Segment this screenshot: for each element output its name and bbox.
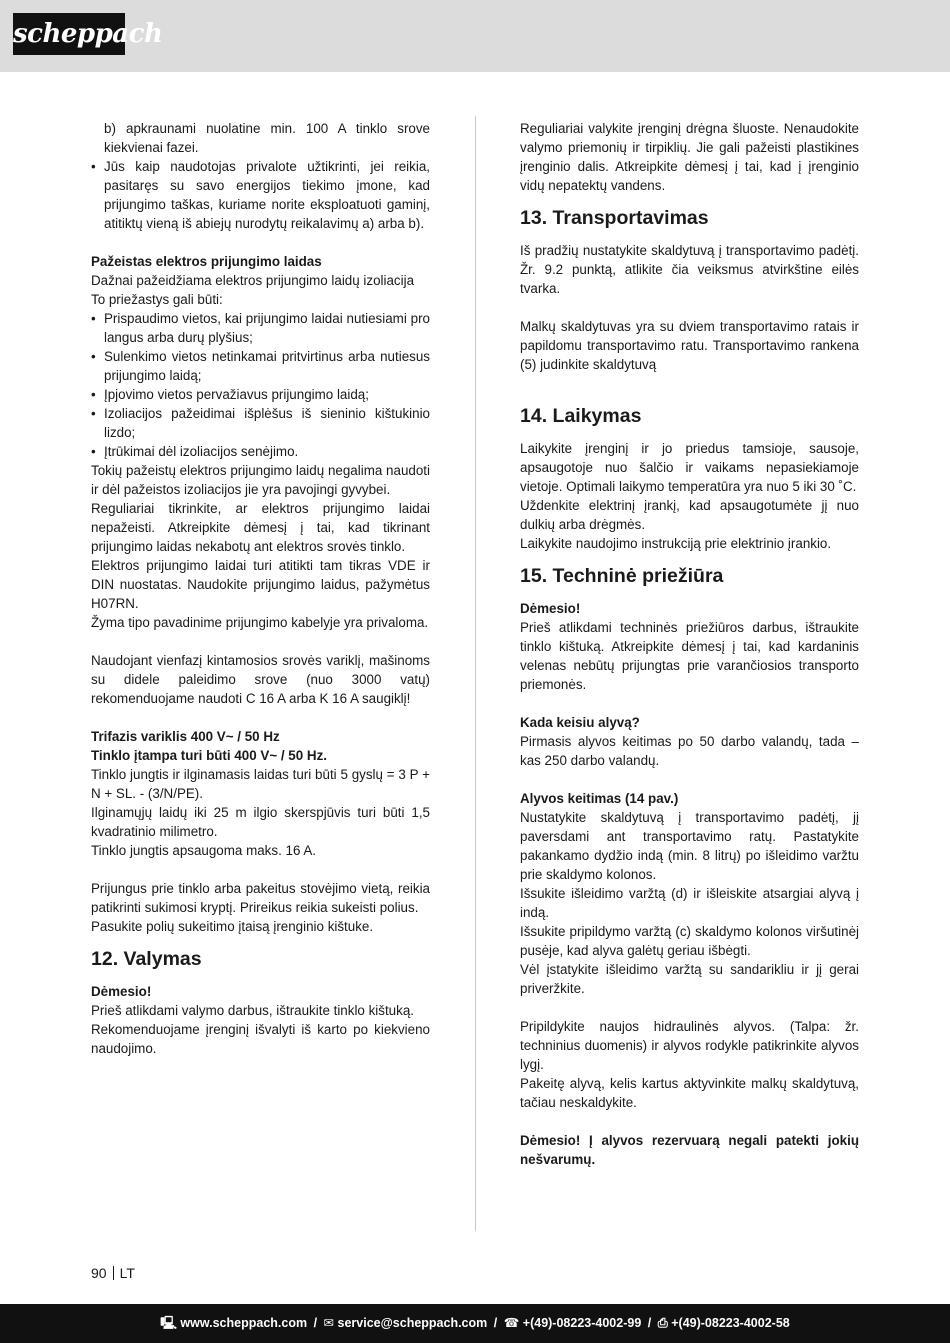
attention-label: Dėmesio!: [520, 601, 581, 616]
phone-icon: ☎: [503, 1316, 520, 1330]
paragraph: Žyma tipo pavadinime prijungimo kabelyje yra privaloma.: [91, 615, 429, 630]
paragraph: Laikykite naudojimo instrukciją prie elektrinio įrankio.: [520, 536, 832, 551]
oil-when-heading: Kada keisiu alyvą?: [520, 715, 640, 730]
computer-icon: 🖳: [160, 1316, 177, 1330]
paragraph: Pripildykite naujos hidraulinės alyvos. (Talpa: žr. techninius duomenis) ir alyvos rodykle patikrinkite alyvos lygį.: [520, 1019, 859, 1072]
paragraph: Išsukite pripildymo varžtą (c) skaldymo kolonos viršutinėj pusėje, kad alyva galėtų geriau išbėgti.: [520, 924, 859, 958]
paragraph: Prieš atlikdami techninės priežiūros darbus, ištraukite tinklo kištuką. Atkreipkite dėmesį į tai, kad kardaninis velenas nebūtų prijungtas prie varančiosios transporto priemonės.: [520, 620, 859, 692]
list-item: • Prispaudimo vietos, kai prijungimo laidai nutiesiami pro langus arba durų plyšius;: [91, 309, 430, 347]
list-item: • Įtrūkimai dėl izoliacijos senėjimo.: [91, 442, 430, 461]
attention-label: Dėmesio!: [91, 984, 152, 999]
page-number-value: 90: [91, 1265, 107, 1281]
damaged-cable-heading: Pažeistas elektros prijungimo laidas: [91, 254, 322, 269]
paragraph: Tinklo jungtis ir ilginamasis laidas turi būti 5 gyslų = 3 P + N + SL. - (3/N/PE).: [91, 767, 430, 801]
section-13-heading: 13. Transportavimas: [520, 207, 709, 229]
list-item: • Jūs kaip naudotojas privalote užtikrinti, jei reikia, pasitaręs su savo energijos tiekimo įmone, kad prijungimo taškas, kuriame norite eksploatuoti gaminį, atitiktų vieną iš abiejų nurodytų reikalavimų a) arba b).: [91, 157, 430, 233]
section-12-heading: 12. Valymas: [91, 948, 202, 970]
paragraph: Nustatykite skaldytuvą į transportavimo padėtį, jį paversdami ant transportavimo ratų. Pastatykite pakankamo dydžio indą (min. 8 litrų) po išleidimo varžtu prie skaldymo kolonos.: [520, 810, 859, 882]
paragraph: Pasukite polių sukeitimo įtaisą įrenginio kištuke.: [91, 919, 374, 934]
paragraph: Išsukite išleidimo varžtą (d) ir išleiskite atsargiai alyvą į indą.: [520, 886, 859, 920]
page-number: [91, 1264, 135, 1282]
three-phase-subheading: Tinklo įtampa turi būti 400 V~ / 50 Hz.: [91, 748, 328, 763]
intro-item-b: b) apkraunami nuolatine min. 100 A tinklo srove kiekvienai fazei.: [104, 121, 430, 155]
paragraph: Tokių pažeistų elektros prijungimo laidų negalima naudoti ir dėl pažeistos izoliacijos jie yra pavojingi gyvybei.: [91, 463, 430, 497]
paragraph: Ilginamųjų laidų iki 25 m ilgio skerspjūvis turi būti 1,5 kvadratinio milimetro.: [91, 805, 430, 839]
footer-contact-bar: 🖳 www.scheppach.com / ✉ service@scheppach.com / ☎ +(49)-08223-4002-99 / ⎙ +(49)-08223-4002-58: [0, 1304, 950, 1343]
column-divider: [475, 116, 476, 1231]
language-code: LT: [119, 1265, 135, 1281]
paragraph: Reguliariai valykite įrenginį drėgna šluoste. Nenaudokite valymo priemonių ir tirpiklių. Jie gali pažeisti plastikines įrenginio dalis. Atkreipkite dėmesį į tai, kad į įrenginio vidų nepatektų vandens.: [520, 121, 859, 193]
paragraph: Reguliariai tikrinkite, ar elektros prijungimo laidai nepažeisti. Atkreipkite dėmesį į tai, kad tikrinant prijungimo laidas nekabotų ant elektros srovės tinklo.: [91, 501, 430, 554]
paragraph: Prijungus prie tinklo arba pakeitus stovėjimo vietą, reikia patikrinti sukimosi kryptį. Prireikus reikia sukeisti polius.: [91, 881, 430, 915]
section-15-heading: 15. Techninė priežiūra: [520, 565, 724, 587]
paragraph: Malkų skaldytuvas yra su dviem transportavimo ratais ir papildomu transportavimo ratu. Transportavimo rankena (5) judinkite skaldytuvą: [520, 319, 859, 372]
section-14-heading: 14. Laikymas: [520, 405, 642, 427]
mail-icon: ✉: [323, 1316, 335, 1330]
fax-icon: ⎙: [657, 1316, 668, 1330]
paragraph: Naudojant vienfazį kintamosios srovės variklį, mašinoms su didele paleidimo srove (nuo 3000 vatų) rekomenduojame naudoti C 16 A arba K 16 A saugiklį!: [91, 653, 430, 706]
final-warning: Dėmesio! Į alyvos rezervuarą negali patekti jokių nešvarumų.: [520, 1133, 859, 1167]
three-phase-heading: Trifazis variklis 400 V~ / 50 Hz: [91, 729, 280, 744]
paragraph: Pirmasis alyvos keitimas po 50 darbo valandų, tada – kas 250 darbo valandų.: [520, 734, 859, 768]
paragraph: Uždenkite elektrinį įrankį, kad apsaugotumėte jį nuo dulkių arba drėgmės.: [520, 498, 859, 532]
paragraph: Tinklo jungtis apsaugoma maks. 16 A.: [91, 843, 317, 858]
intro-list: [91, 157, 430, 233]
phone-number: +(49)-08223-4002-99: [522, 1316, 642, 1330]
oil-change-heading: Alyvos keitimas (14 pav.): [520, 791, 679, 806]
paragraph: Prieš atlikdami valymo darbus, ištraukite tinklo kištuką.: [91, 1003, 414, 1018]
list-item: • Sulenkimo vietos netinkamai pritvirtinus arba nutiesus prijungimo laidą;: [91, 347, 430, 385]
paragraph: Dažnai pažeidžiama elektros prijungimo laidų izoliacija: [91, 273, 415, 288]
header-band: [0, 0, 950, 72]
website-link[interactable]: www.scheppach.com: [180, 1316, 308, 1330]
paragraph: Elektros prijungimo laidai turi atitikti tam tikras VDE ir DIN nuostatas. Naudokite prijungimo laidus, pažymėtus H07RN.: [91, 558, 430, 611]
list-item: • Izoliacijos pažeidimai išplėšus iš sieninio kištukinio lizdo;: [91, 404, 430, 442]
paragraph: Iš pradžių nustatykite skaldytuvą į transportavimo padėtį. Žr. 9.2 punktą, atlikite čia veiksmus atvirkštine eilės tvarka.: [520, 243, 859, 296]
fax-number: +(49)-08223-4002-58: [671, 1316, 790, 1330]
causes-list: [91, 309, 430, 461]
email-link[interactable]: service@scheppach.com: [337, 1316, 488, 1330]
paragraph: To priežastys gali būti:: [91, 292, 223, 307]
right-column: [520, 119, 859, 1169]
left-column: [91, 119, 430, 1058]
paragraph: Vėl įstatykite išleidimo varžtą su sandarikliu ir jį gerai priveržkite.: [520, 962, 859, 996]
list-item: • Įpjovimo vietos pervažiavus prijungimo laidą;: [91, 385, 430, 404]
paragraph: Rekomenduojame įrenginį išvalyti iš karto po kiekvieno naudojimo.: [91, 1022, 430, 1056]
paragraph: Laikykite įrenginį ir jo priedus tamsioje, sausoje, apsaugotoje nuo šalčio ir vaikams nepasiekiamoje vietoje. Optimali laikymo temperatūra yra nuo 5 iki 30 ˚C.: [520, 441, 859, 494]
scheppach-logo: scheppach: [13, 13, 125, 55]
paragraph: Pakeitę alyvą, kelis kartus aktyvinkite malkų skaldytuvą, tačiau neskaldykite.: [520, 1076, 859, 1110]
